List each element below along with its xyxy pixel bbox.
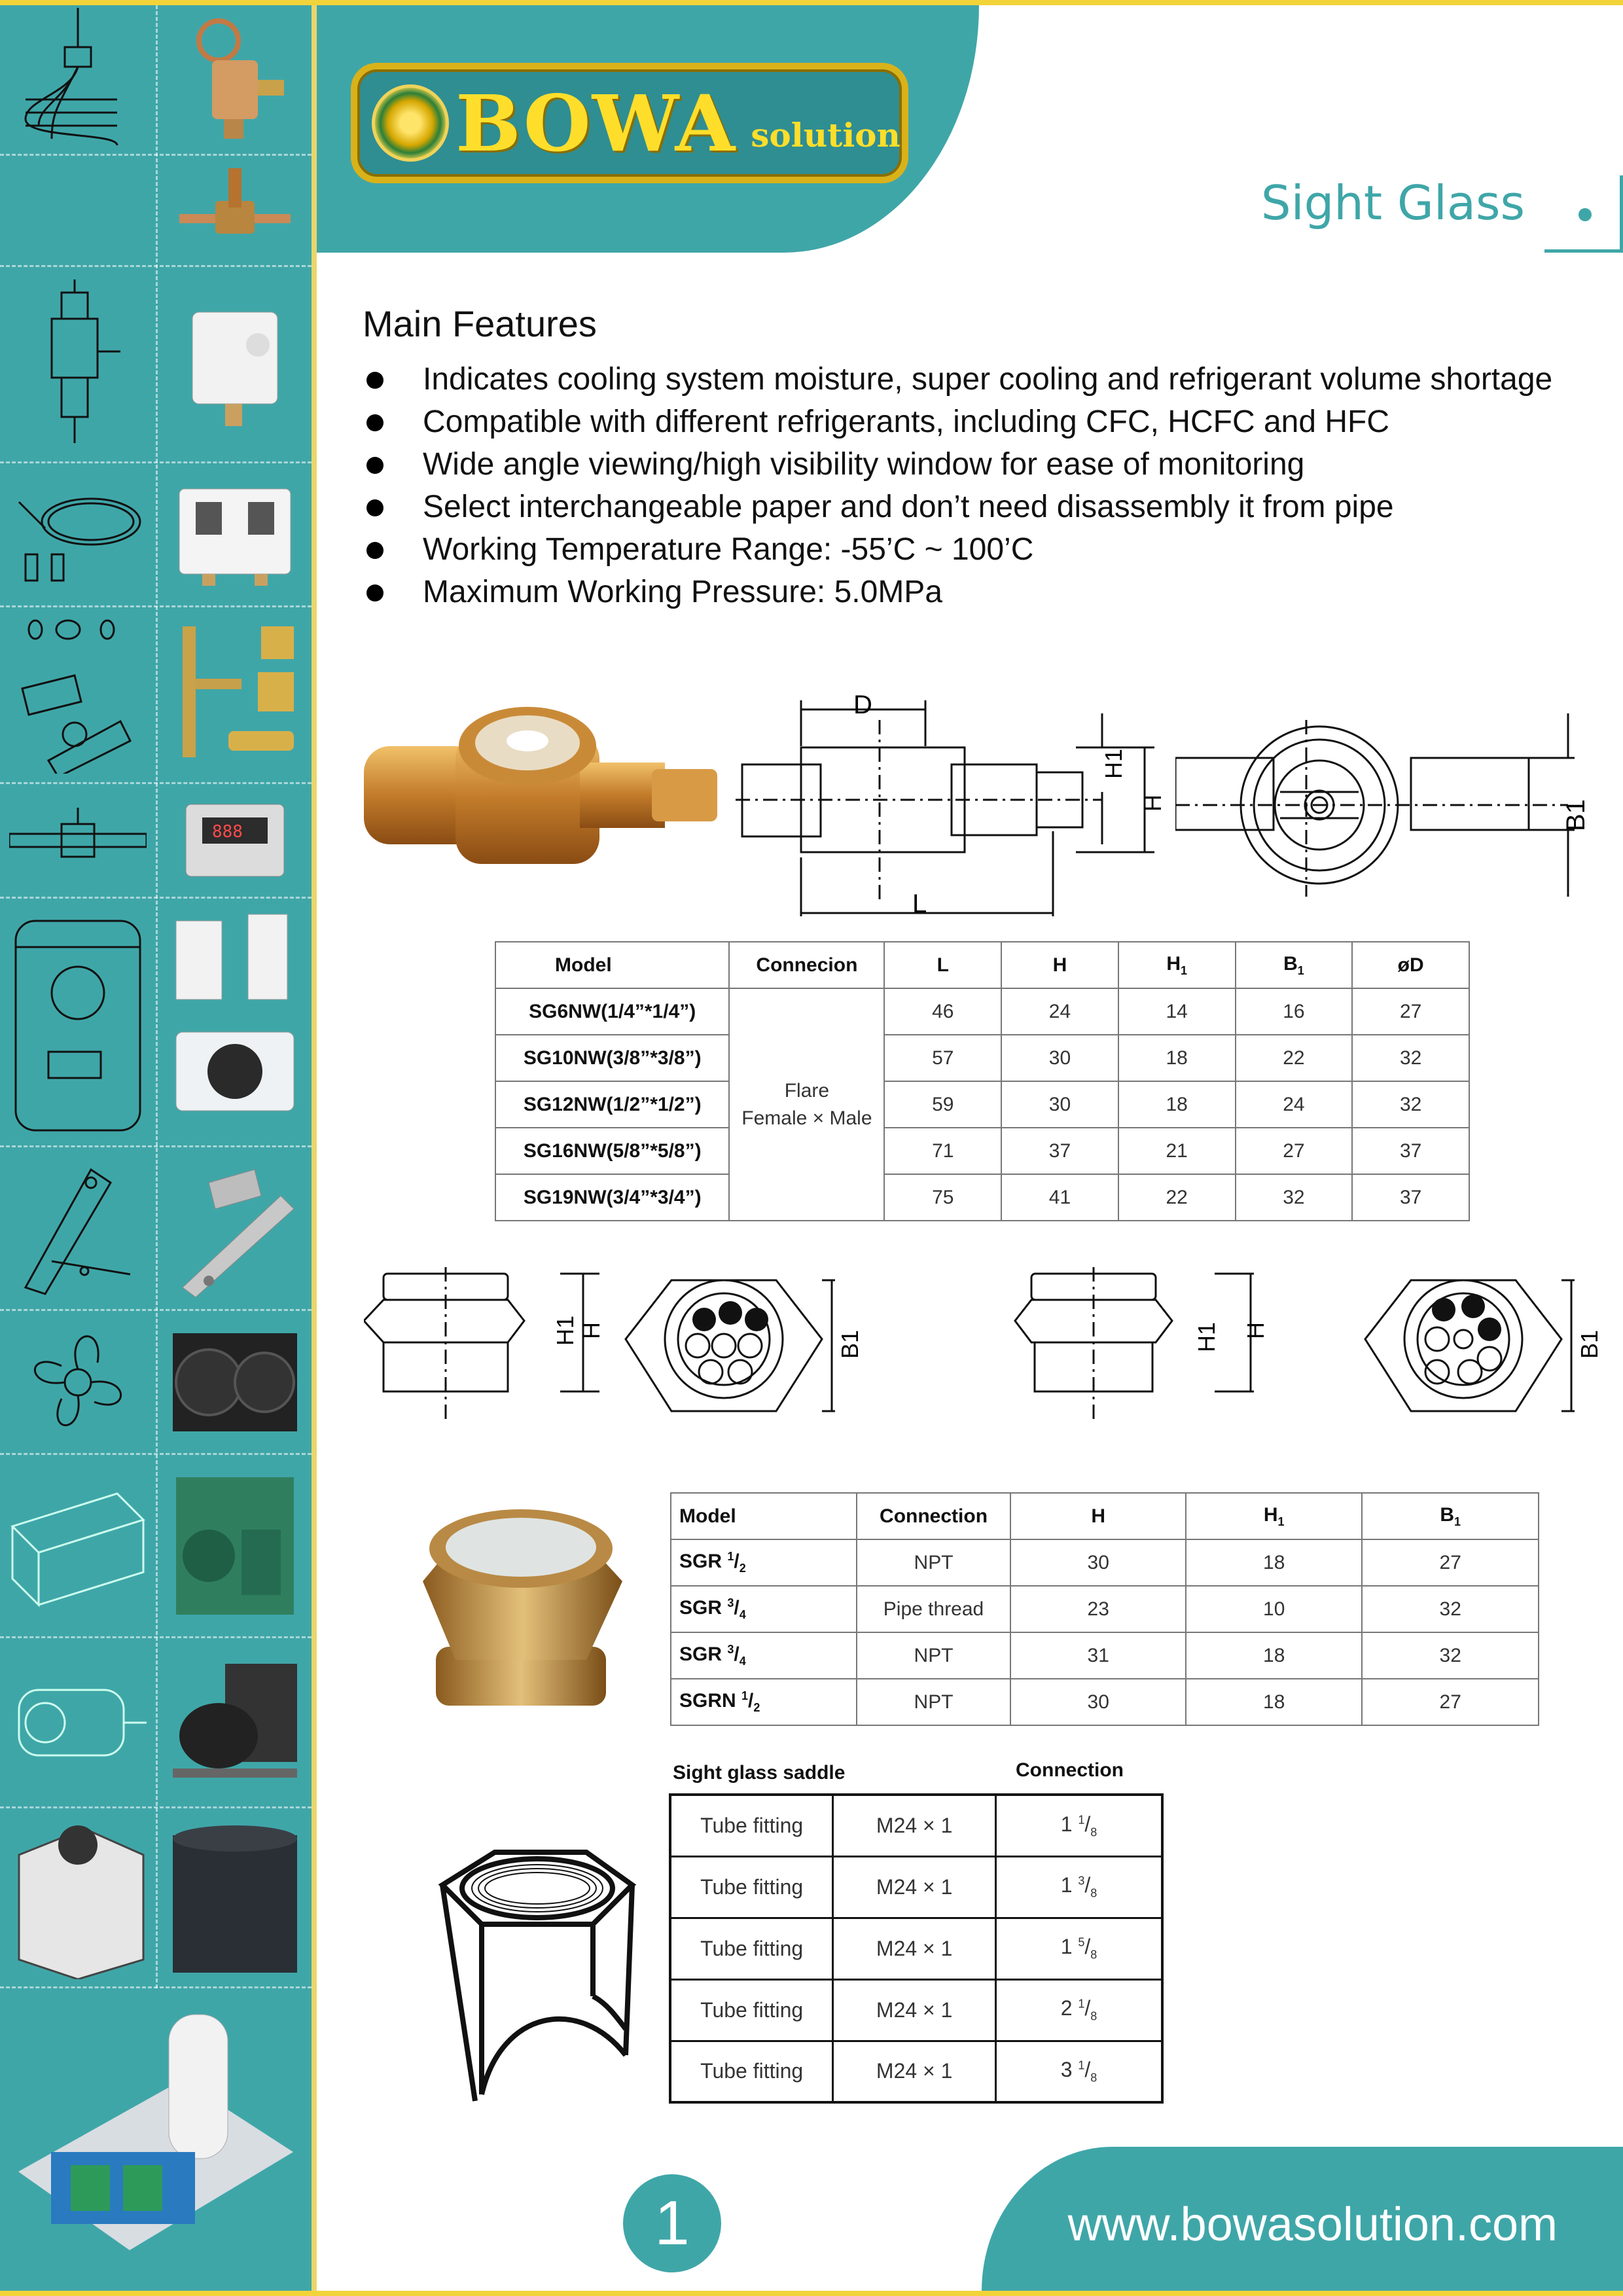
bullet-icon xyxy=(366,584,383,601)
feature-item: Select interchangeable paper and don’t need disassembly it from pipe xyxy=(363,489,1552,531)
logo-sub-text: solution xyxy=(751,115,901,154)
table-row: Tube fitting M24 × 1 1 $^1/_8$ xyxy=(670,1795,1162,1856)
flare-sight-glass-photo xyxy=(364,694,730,910)
svg-text:H1: H1 xyxy=(1193,1321,1220,1352)
condensing-unit-photo xyxy=(158,1455,312,1636)
logo-emblem-icon xyxy=(372,84,449,162)
svg-text:H: H xyxy=(1242,1322,1269,1339)
plug-sight-glass-table: Model Connection H $H_1$ $B_1$ SGR $^1/_2$ NPT 30 18 27 SGR $^3/_4$ Pipe thread 23 10 32 SGR $^3/_4$ NPT 31 18 32 SGRN $^1/_2$ NPT 30 18 27 xyxy=(670,1492,1539,1726)
bullet-icon xyxy=(366,414,383,431)
features-heading: Main Features xyxy=(363,303,597,344)
sidebar-row xyxy=(0,5,312,156)
table-row: SG6NW(1/4”*1/4”) Flare Female × Male 46 24 14 16 27 xyxy=(495,988,1469,1035)
heat-pump-photo xyxy=(158,1808,312,1986)
svg-text:B1: B1 xyxy=(1561,799,1590,831)
brass-fittings-photo xyxy=(158,607,312,782)
dual-pressure-switch-photo xyxy=(158,463,312,605)
svg-text:H1: H1 xyxy=(552,1315,579,1346)
logo-main-text: BOWA xyxy=(455,77,737,169)
relays-and-condenser-photo xyxy=(158,899,312,1145)
flare-sight-glass-table: Model Connecion L H $H_1$ $B_1$ øD SG6NW(1/4”*1/4”) Flare Female × Male 46 24 14 16 27 SG10NW(3/8”*3/8”) 57 30 18 22 32 SG12NW(1/2”*1/2”) 59 30 18 24 32 SG16NW(5/8”*5/8”) 71 37 21 27 37 SG19NW(3/4”*3/4”) 75 41 22 32 37 xyxy=(495,941,1470,1221)
pressure-regulator-drawing xyxy=(0,267,156,461)
website-link[interactable]: www.bowasolution.com xyxy=(1067,2198,1558,2251)
capillary-line-drawing xyxy=(0,463,156,605)
air-cooler-drawing xyxy=(0,1455,156,1636)
outdoor-unit-drawing xyxy=(0,1808,156,1986)
feature-item: Working Temperature Range: -55’C ~ 100’C xyxy=(363,531,1552,574)
bullet-icon xyxy=(366,542,383,559)
table-row: SGRN $^1/_2$ NPT 30 18 27 xyxy=(671,1679,1539,1725)
solenoid-valve-photo xyxy=(158,156,312,265)
saddle-header: Sight glass saddle xyxy=(673,1762,846,1784)
page-title: Sight Glass xyxy=(1260,175,1525,230)
svg-text:H: H xyxy=(1139,795,1166,812)
feature-item: Compatible with different refrigerants, including CFC, HCFC and HFC xyxy=(363,404,1552,446)
product-sidebar xyxy=(0,5,317,2291)
table-row: SG19NW(3/4”*3/4”) 75 41 22 32 37 xyxy=(495,1174,1469,1221)
bullet-dot-icon xyxy=(1578,208,1592,221)
svg-text:D: D xyxy=(853,691,872,719)
svg-text:H1: H1 xyxy=(1100,748,1127,779)
bullet-icon xyxy=(366,499,383,516)
table-row: SG16NW(5/8”*5/8”) 71 37 21 27 37 xyxy=(495,1128,1469,1174)
saddle-table xyxy=(669,1793,1164,2104)
compressor-drawing xyxy=(0,899,156,1145)
feature-item: Indicates cooling system moisture, super cooling and refrigerant volume shortage xyxy=(363,361,1552,404)
front-view-drawing xyxy=(1175,700,1607,916)
steel-hinge-photo xyxy=(158,1147,312,1309)
feature-item: Maximum Working Pressure: 5.0MPa xyxy=(363,574,1552,617)
features-list xyxy=(363,361,1552,617)
svg-text:888: 888 xyxy=(211,822,243,842)
refrigeration-plant-illustration xyxy=(0,1988,312,2289)
digital-controller-photo xyxy=(158,784,312,897)
table-row: SG12NW(1/2”*1/2”) 59 30 18 24 32 xyxy=(495,1081,1469,1128)
svg-text:L: L xyxy=(912,889,927,918)
pressure-switch-photo xyxy=(158,267,312,461)
side-view-drawing xyxy=(736,687,1174,929)
bullet-icon xyxy=(366,372,383,389)
plug-sight-glass-drawings xyxy=(364,1267,1623,1424)
compressor-unit-photo xyxy=(158,1638,312,1806)
svg-text:H: H xyxy=(578,1322,605,1339)
bullet-icon xyxy=(366,457,383,474)
fittings-drawing xyxy=(0,607,156,782)
svg-text:B1: B1 xyxy=(1576,1329,1603,1359)
motor-drawing xyxy=(0,1638,156,1806)
svg-text:B1: B1 xyxy=(836,1329,863,1359)
table-row: Tube fitting M24 × 1 3 $^1/_8$ xyxy=(670,2041,1162,2102)
valve-manifold-drawing xyxy=(0,5,156,154)
page-number: 1 xyxy=(623,2174,721,2272)
table-row: SG10NW(3/8”*3/8”) 57 30 18 22 32 xyxy=(495,1035,1469,1081)
connection-header: Connection xyxy=(1016,1759,1124,1781)
plug-sight-glass-photo xyxy=(403,1503,639,1712)
table-row: Tube fitting M24 × 1 2 $^1/_8$ xyxy=(670,1979,1162,2041)
ball-valve-drawing xyxy=(0,784,156,897)
table-row: Tube fitting M24 × 1 1 $^3/_8$ xyxy=(670,1856,1162,1918)
bottom-border xyxy=(0,2291,1623,2296)
condenser-unit-photo xyxy=(158,1311,312,1453)
sight-glass-saddle-drawing xyxy=(416,1846,639,2108)
fan-blade-drawing xyxy=(0,1311,156,1453)
hinge-drawing xyxy=(0,1147,156,1309)
feature-item: Wide angle viewing/high visibility window for ease of monitoring xyxy=(363,446,1552,489)
expansion-valve-photo xyxy=(158,5,312,154)
table-row: SGR $^1/_2$ NPT 30 18 27 xyxy=(671,1539,1539,1586)
table-row: SGR $^3/_4$ NPT 31 18 32 xyxy=(671,1632,1539,1679)
table-row: SGR $^3/_4$ Pipe thread 23 10 32 xyxy=(671,1586,1539,1632)
company-logo xyxy=(351,63,908,183)
table-row: Tube fitting M24 × 1 1 $^5/_8$ xyxy=(670,1918,1162,1979)
top-border xyxy=(0,0,1623,5)
